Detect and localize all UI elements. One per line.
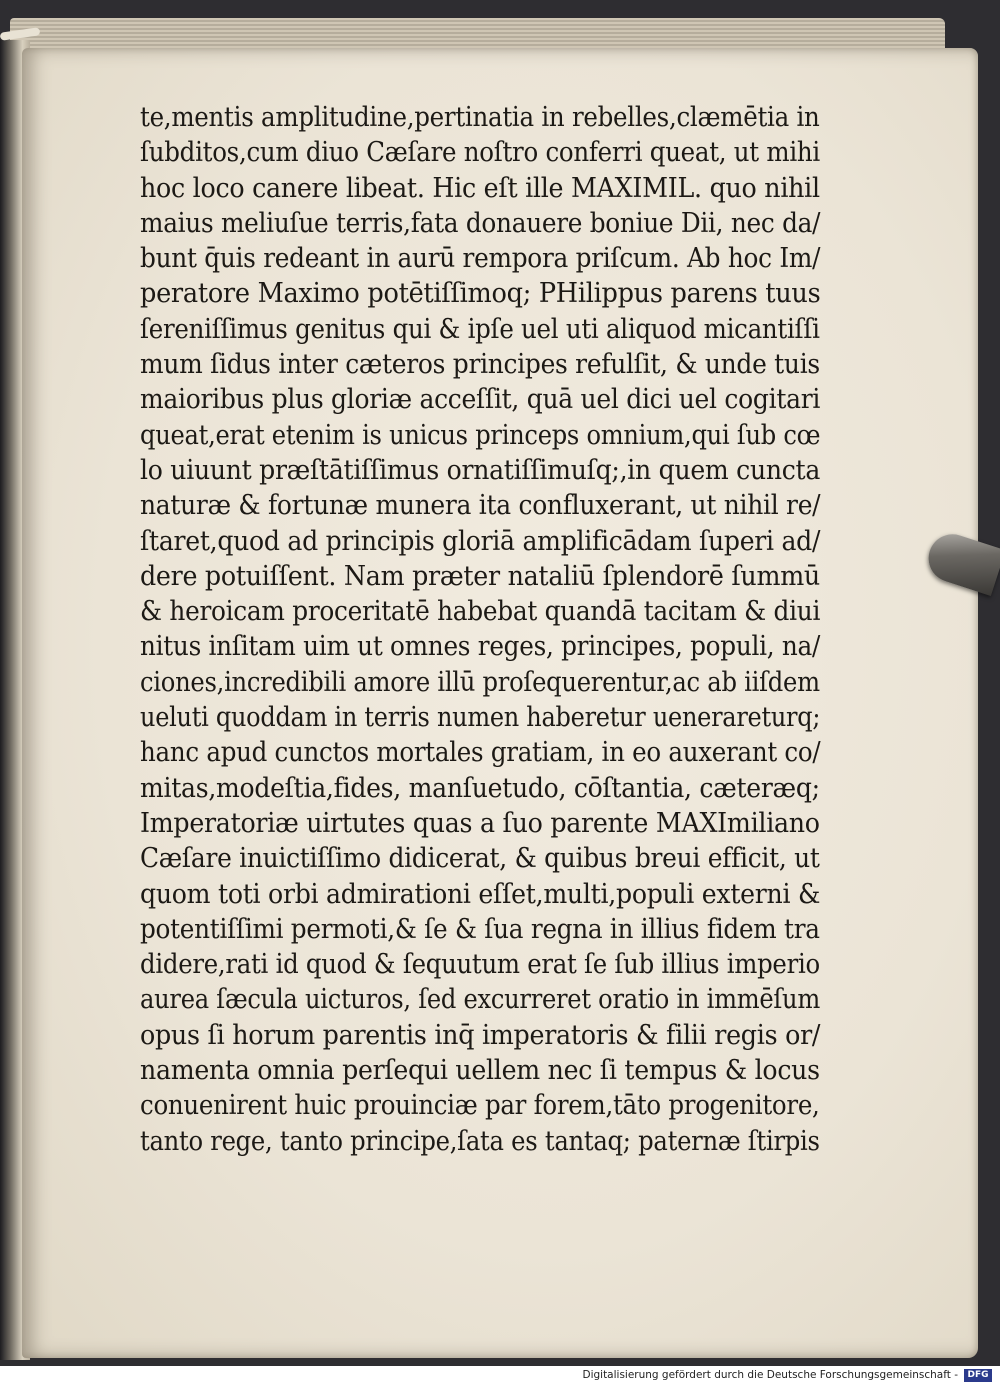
text-line: ueluti quoddam in terris numen haberetur uenerareturq; <box>140 702 821 734</box>
page-text <box>140 100 820 1159</box>
text-line: ſtaret,quod ad principis gloriā amplificādam ſuperi ad/ <box>140 525 821 557</box>
text-line: te,mentis amplitudine,pertinatia in rebelles,clæmētia in <box>140 102 820 133</box>
text-line: conuenirent huic prouinciæ par forem,tāto progenitore, <box>140 1090 820 1122</box>
text-line: peratore Maximo potētiſſimoq; PHilippus parens tuus <box>140 278 821 310</box>
text-line: bunt q̄uis redeant in aurū rempora priſcum. Ab hoc Im/ <box>140 243 821 275</box>
text-line: tanto rege, tanto principe,ſata es tantaq; paternæ ſtirpis <box>140 1125 820 1157</box>
text-line: ſereniſſimus genitus qui & ipſe uel uti aliquod micantiſſi <box>140 313 820 345</box>
text-line: mum ſidus inter cæteros principes refulſit, & unde tuis <box>140 349 820 381</box>
text-line: ſubditos,cum diuo Cæſare noſtro conferri queat, ut mihi <box>140 137 820 169</box>
text-line: quom toti orbi admirationi eſſet,multi,populi externi & <box>140 878 821 910</box>
text-line: dere potuiſſent. Nam præter nataliū ſplendorē ſummū <box>140 560 820 592</box>
text-line: didere,rati id quod & ſequutum erat ſe ſub illius imperio <box>140 949 820 981</box>
footer-bar <box>0 1366 1000 1386</box>
dfg-credit-text: Digitalisierung gefördert durch die Deutsche Forschungsgemeinschaft - <box>582 1369 958 1381</box>
text-line: maius meliuſue terris,fata donauere boniue Dii, nec da/ <box>140 207 821 239</box>
text-line: naturæ & fortunæ munera ita confluxerant, ut nihil re/ <box>140 490 821 522</box>
text-line: mitas,modeſtia,fides, manſuetudo, cōſtantia, cæteræq; <box>140 772 820 804</box>
text-line: hanc apud cunctos mortales gratiam, in eo auxerant co/ <box>140 737 821 769</box>
text-line: lo uiuunt præſtātiſſimus ornatiſſimuſq;,in quem cuncta <box>140 454 821 486</box>
text-line: aurea ſæcula uicturos, ſed excurreret oratio in immēſum <box>140 984 820 1016</box>
text-line: opus ſi horum parentis inq̄ imperatoris & filii regis or/ <box>140 1019 821 1051</box>
text-line: ciones,incredibili amore illū proſequerentur,ac ab iiſdem <box>140 666 820 698</box>
text-line: hoc loco canere libeat. Hic eſt ille MAXIMIL. quo nihil <box>140 172 820 204</box>
dfg-logo: DFG <box>964 1369 992 1382</box>
text-line: nitus inſitam uim ut omnes reges, principes, populi, na/ <box>140 631 821 663</box>
text-line: potentiſſimi permoti,& ſe & ſua regna in illius fidem tra <box>140 913 820 945</box>
text-line: Imperatoriæ uirtutes quas a ſuo parente MAXImiliano <box>140 807 820 839</box>
text-line: maioribus plus gloriæ acceſſit, quā uel dici uel cogitari <box>140 384 821 416</box>
text-line: namenta omnia perſequi uellem nec ſi tempus & locus <box>140 1055 820 1087</box>
text-line: Cæſare inuictiſſimo didicerat, & quibus breui efficit, ut <box>140 843 820 875</box>
text-line: & heroicam proceritatē habebat quandā tacitam & diui <box>140 596 821 628</box>
text-line: queat,erat etenim is unicus princeps omnium,qui ſub cœ <box>140 419 821 451</box>
